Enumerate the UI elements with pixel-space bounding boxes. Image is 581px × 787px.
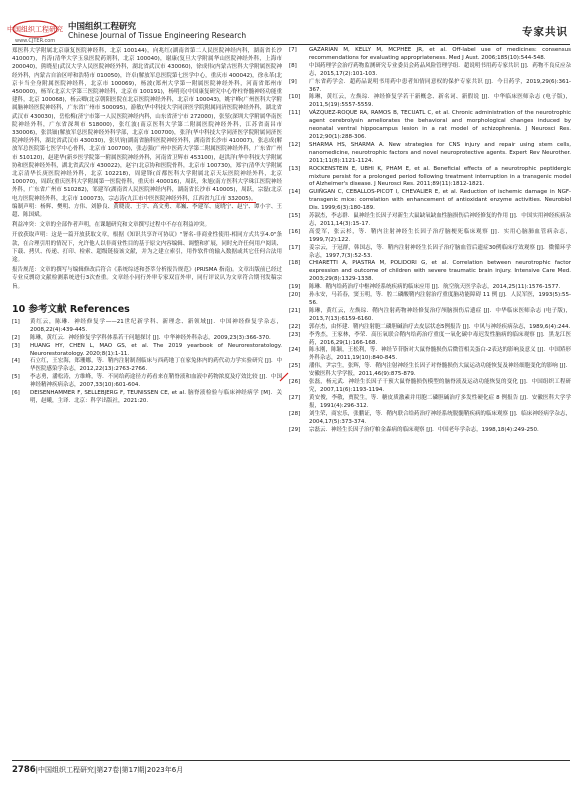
- journal-title-en: Chinese Journal of Tissue Engineering Research: [68, 31, 247, 40]
- reference-text: GAZARIAN M, KELLY M, MCPHEE JR, et al. Off-label use of medicines: consensus recommendations for evaluating appropriateness. Med J Aust. 2006;185(10):544-548.: [309, 47, 571, 61]
- reference-text: 陈永刚，陈颖，王松利，等．神经节苷脂对大鼠脊髓损伤后微管相关蛋白-2表达的影响及意义 [J]．中国矫形外科杂志，2011,19(10):840-845.: [309, 347, 571, 362]
- reference-item: [12, 319, 282, 335]
- reference-text: 李志勇，潘松涛，方维峰，等．不同给药途径方药看来在鞘脊液和血液中药物浓度及疗效比较 [J]．中国神经精神疾病杂志，2007,33(10):601-604.: [30, 374, 282, 389]
- reference-number: [22]: [289, 323, 301, 330]
- reference-text: 孙永安，马若春，窦玉明，等．腔二磷酸鞘内注射治疗重度脑功能障碍 11 例 [J]．人民军医，1993(5):55-56.: [309, 292, 571, 306]
- reference-number: [20]: [289, 292, 301, 299]
- reference-item: [289, 229, 571, 245]
- annotation-arrow-icon: [279, 372, 289, 382]
- reference-item: [289, 245, 571, 261]
- reference-number: [27]: [289, 394, 301, 401]
- reference-text: 陈琳，黄红云．神经修复学学科体系若干问题探讨 [J]．中华神经外科杂志，2009,23(3):366-370.: [30, 334, 271, 341]
- reference-item: [289, 94, 571, 110]
- reference-number: [3]: [12, 342, 20, 349]
- reference-item: [12, 358, 282, 374]
- left-column: [12, 47, 282, 753]
- reference-item: [12, 374, 282, 390]
- reference-item: [289, 347, 571, 363]
- reference-number: [19]: [289, 284, 301, 291]
- reference-number: [25]: [289, 363, 301, 370]
- reference-number: [23]: [289, 331, 301, 338]
- reference-text: SHARMA HS, SHARMA A. New strategies for CNS injury and repair using stem cells, nanomedicine, neurotrophic factors and novel neuroprotective agents. Expert Rev Neurother. 2011;11(8):1121-1124.: [309, 141, 571, 164]
- reference-item: [289, 363, 571, 379]
- reference-item: [289, 213, 571, 229]
- reference-text: 陈琳，黄红云，左焕琮．神经修复学若干新概念、新名词、新假说 [J]．中华临床医师杂志 (电子版)，2011,5(19):5557-5559.: [309, 94, 571, 109]
- reference-item: [289, 395, 571, 411]
- reference-number: [16]: [289, 228, 301, 235]
- reference-number: [5]: [12, 374, 20, 381]
- reference-number: [6]: [12, 390, 20, 397]
- reference-number: [10]: [289, 94, 301, 101]
- affiliations-text: 郑医科大学附属北京康复医院神经科，北京 100144)，向兆红(湖南省第二人民医院神经内科，湖南省长沙 410007)，肖涛(清华大学玉泉医院药剂科，北京 100040)，谢康(复旦大学附属华山医院神经外科，上海市 200040)，熊晓星(武汉大学人民医院神经外科，湖北省武汉市 430060)，徐成伟(内蒙古医科大学附属医院神经外科，内蒙古自治区呼和浩特市 010050)，许卓(解放军总医院第七医学中心，重庆市 400042)，徐永革(北京卡当全身附属医院神经科，北京市 100069)，杨波(郑州大学第一附属医院神经外科，河南省郑州市 450000)，杨军(北京大学第三医院神经科，北京市 100191)，杨明亮(中国康复研究中心脊柱脊髓神经功能重建科，北京 100068)，杨云卿(北京朝阳医院在北京医院神经外科，北京市 100043)，姚宇峰(广州医科大学附属脑神经医院神经科，广东省广州市 500095)，游敏(华中科技大学同济医学院附属同济医院神经外科，湖北省武汉市 430030)，岳松梅(济宁市第一人民医院神经内科，山东省济宁市 272000)，张堃(深圳大学附属华南医院神经外科，广东省深圳市 518000)，张红波(南京医科大学第二附属医院神经外科，江苏省南昌市 330006)，张洪钿(解放军总医院神经外科学部，北京市 100700)，张洋(华中科技大学同济医学院附属同济医院神经外科，湖北省武汉市 430030)，张贝钧(湖南省脑科医院神经外科，湖南省长沙市 410007)，张志成(解放军总医院第七医学中心骨科，北京市 100700)，张志强(广州中医药大学第二附属医院神经外科，广东省广州市 510120)，赵建华(新乡医学院第一附属医院神经外科，河南省卫辉市 453100)，赵洪洋(华中科技大学附属协和医院神经外科，湖北省武汉市 430022)，赵宇(北京协和医院骨科，北京市 100730)，郑宇(清华大学附属北京清华长庚医院神经外科，北京 102218)，周建锋(首都医科大学附属北京天坛医院神经外科，北京 100070)，周跃(重庆医科大学附属第一医院骨科，重庆市 400016)，周跃，朱旭(南方医科大学珠江医院神经外科，广东省广州市 510282)，邹建军(湖南省人民医院神经内科，湖南省长沙市 410005)，周跃，宗磊(北京电力医院神经外科，北京市 100073)，宗: [12, 48, 282, 202]
- reporting-statement: 报告规范：文章的撰写与编辑修改后符合《系统综述和荟萃分析报告规范》(PRISMA 指南)。文章出版前已经过专业反剽窃文献检测系统进行3次查重。文章经小同行外审专家双盲外审，同行评议认为文章符合期刊发稿宗旨。: [12, 267, 282, 290]
- reference-item: [289, 427, 571, 435]
- reference-item: [289, 284, 571, 292]
- section-label: 专家共识: [522, 26, 568, 38]
- reference-text: GUIÑGAN C, CEBALLOS-PICOT I, CHEVALIER E, et al. Reduction of ischemic damage in NGF-transgenic mice: correlation with enhancement of antioxidant enzyme activities. Neurobiol Dis. 1999;6(3):180-189.: [309, 189, 571, 212]
- open-access-statement: 开放获取声明：这是一篇开放获取文章，根据《知识共享许可协议》"署名-非商业性使用-相同方式共享4.0"条款，在合理引用的情况下，允许他人以非商业性目的基于原文内容编辑、调整和扩展，同时允许任何用户阅读、下载、拷贝、传递、打印、检索、超级链接该文献，并为之建立索引，用作软件的输入数据或其它任何合法用途。: [12, 232, 282, 264]
- reference-number: [13]: [289, 165, 301, 172]
- reference-text: CHIARETTI A, PIASTRA M, POLIDORI G, et al. Correlation between neurotrophic factor expression and outcome of children with severe traumatic brain injury. Intensive Care Med. 2003;29(8):1329-1338.: [309, 260, 571, 283]
- reference-number: [1]: [12, 318, 20, 325]
- contributors-statement: 编制声明：杨辉、樊明、方伟、刘静良、黄晓凌、王宇、高文勇、邓巍、李建军、庞晓宁、赵宁、谭小宇、王超、陈国斌。: [12, 203, 282, 219]
- reference-item: [289, 379, 571, 395]
- journal-logo: [7, 20, 63, 44]
- reference-item: [12, 335, 282, 343]
- journal-logo-icon: [7, 20, 63, 38]
- reference-number: [14]: [289, 189, 301, 196]
- reference-item: [289, 411, 571, 427]
- footer-divider: [12, 760, 570, 761]
- header-divider: [12, 44, 570, 45]
- reference-item: [12, 343, 282, 359]
- conflict-statement: 利益冲突：文章的全部作者声明，在课题研究和文章撰写过程中不存在利益冲突。: [12, 222, 211, 229]
- reference-item: [289, 292, 571, 308]
- reference-number: [11]: [289, 110, 301, 117]
- reference-list-right: [289, 47, 571, 434]
- reference-text: 李秀杰，王家林，李荣．高压氧联合鞘内给药治疗重度一氧化碳中毒迟发性脑病的临床观察 [J]．黑龙江医药，2016,29(1):166-168.: [309, 331, 571, 346]
- reference-number: [29]: [289, 426, 301, 433]
- reference-text: HUANG HY, CHEN L, MAO GS, et al. The 2019 yearbook of Neurorestoratology. Neurorestoratology. 2020;8(1):1-11.: [30, 342, 282, 357]
- reference-number: [2]: [12, 334, 20, 341]
- reference-text: 姜宗云，于冠群，韩国志，等．鞘内注射神经生长因子治疗脑血管后遗症30例临床疗效观察 [J]．微循环学杂志，1997,7(3):52-53.: [309, 244, 571, 259]
- footer-journal-info: |中国组织工程研究|第27卷|第17期|2023年6月: [35, 766, 184, 774]
- right-column: [289, 47, 571, 753]
- highlighted-affiliation: 志涛(九江市中医医院神经外科，江西省九江市 332005)。: [113, 195, 257, 202]
- reference-number: [17]: [289, 244, 301, 251]
- reference-text: DEISENHAMMER F, SELLEBJERG F, TEUNISSEN CE, et al. 脑脊液检验与临床神经病学 [M]．关明，赵曦，主译．北京：科学出版社，2021:20.: [30, 390, 282, 404]
- journal-title-cn: 中国组织工程研究: [68, 22, 137, 32]
- reference-number: [21]: [289, 307, 301, 314]
- references-heading: 10 参考文献 References: [12, 303, 130, 315]
- journal-url: www.CJTER.com: [15, 38, 56, 44]
- reference-text: 潘伟，尹宗生，张辉，等．鞘内注射神经生长因子对脊髓损伤大鼠运动功能恢复及神经细胞变化的影响 [J]．安徽医科大学学报，2011,46(9):875-879.: [309, 363, 571, 378]
- reference-item: [289, 324, 571, 332]
- reference-number: [28]: [289, 410, 301, 417]
- reference-number: [12]: [289, 141, 301, 148]
- page-footer: [12, 765, 183, 775]
- reference-item: [12, 390, 282, 406]
- reference-text: ROCKENSTEIN E, UBHI K, PHAM E, et al. Beneficial effects of a neurotrophic peptidergic mixture persist for a prolonged period following treatment interruption in a transgenic model of Alzheimer's disease. J Neurosci Res. 2011;89(11):1812-1821.: [309, 165, 571, 188]
- reference-item: [289, 332, 571, 348]
- reference-text: 黄安俊，李敬，贾院生，等．糖皮质激素并用胞二磷胆碱治疗多发性硬化症 8 例报告 [J]．安徽医科大学学报，1991(4):296-312.: [309, 394, 571, 409]
- reference-text: 中国药理学会治疗药物监测研究专业委员会药品风险管理学组．超说明书用药专家共识 [J]．药物不良反应杂志，2015,17(2):101-103.: [309, 62, 571, 77]
- reference-text: 郭存杰，由怀建．鞘内注射胞二磷胆碱治疗去皮层状态5例报告 [J]．中风与神经疾病杂志，1989,6(4):244.: [309, 323, 571, 330]
- reference-number: [8]: [289, 62, 297, 69]
- reference-item: [289, 189, 571, 213]
- author-affiliations: [12, 47, 282, 203]
- reference-text: 黄红云，陈琳．神经修复学——21世纪新学科、新理念、新领域[J]．中国神经修复学杂志，2008,22(4):439-445.: [30, 318, 282, 333]
- journal-header: [7, 20, 570, 46]
- reference-item: [289, 79, 571, 95]
- reference-text: 刘生荣，商宏乐，张鹏证，等．鞘内联合给药治疗神经系统脱髓鞘疾病的临床观察 [J]．临床神经病学杂志，2004,17(5):373-374.: [309, 410, 571, 425]
- reference-number: [24]: [289, 347, 301, 354]
- reference-text: 石立红，王宏海，郑珊娜，等．鞘内注射制剂临床与西药地丁在家兔体内的药代动力学实验研究 [J]．中华医院感染学杂志，2012,22(13):2763-2766.: [30, 358, 282, 373]
- reference-number: [9]: [289, 78, 297, 85]
- reference-text: VÁZQUEZ-ROQUE RA, RAMOS B, TECUATL C, et al. Chronic administration of the neurotrophic agent cerebrolysin ameliorates the behavioral and morphological changes induced by neonatal ventral hippocampus lesion in a rat model of schizophrenia. J Neurosci Res. 2012;90(1):288-306.: [309, 110, 571, 140]
- reference-text: 广东省药学会．超药品说明书用药中患者知情同意权的保护专家共识 [J]．今日药学，2019,29(6):361-367.: [309, 78, 571, 93]
- reference-number: [26]: [289, 379, 301, 386]
- reference-text: 陈琳．鞘内给药治疗中枢神经系统疾病的临床应用 [J]．航空航天医学杂志，2014,25(11):1576-1577.: [309, 284, 561, 291]
- reference-item: [289, 260, 571, 284]
- reference-item: [289, 142, 571, 166]
- reference-number: [18]: [289, 260, 301, 267]
- reference-item: [289, 63, 571, 79]
- reference-item: [289, 308, 571, 324]
- reference-list-left: [12, 319, 282, 406]
- reference-item: [289, 47, 571, 63]
- reference-text: 苏淑杰，李志群．鼠神经生长因子对新生大鼠缺氧缺血性脑损伤后神经修复的作用 [J]．中国实用神经疾病杂志，2011,14(3):15-17.: [309, 213, 571, 227]
- svg-text:中国组织工程研究: 中国组织工程研究: [7, 25, 63, 34]
- reference-item: [289, 166, 571, 190]
- reference-text: 宗磊云．神经生长因子治疗帕金森病的临床观察 [J]．中国老年学杂志，1998,18(4):249-250.: [309, 426, 539, 433]
- page-number: 2786: [12, 765, 36, 775]
- reference-number: [15]: [289, 213, 301, 220]
- reference-text: 张磊，杨元武．神经生长因子干预大鼠脊髓损伤模型的脑脊液及运动功能恢复的变化 [J]．中国组织工程研究，2007,11(6):1193-1194.: [309, 379, 571, 393]
- reference-text: 高爱军，张云杉，等．鞘内注射神经生长因子治疗脑梗死临床观察 [J]．实用心脑肺血管病杂志，1999,7(2):122.: [309, 228, 571, 243]
- reference-item: [289, 110, 571, 142]
- reference-number: [7]: [289, 47, 297, 53]
- reference-text: 陈琳，黄红云，左焕琮．鞘内注射药物神经修复治疗颅脑损伤后遗症 [J]．中华临床医师杂志 (电子版)，2013,7(13):6159-6160.: [309, 307, 571, 322]
- reference-number: [4]: [12, 358, 20, 365]
